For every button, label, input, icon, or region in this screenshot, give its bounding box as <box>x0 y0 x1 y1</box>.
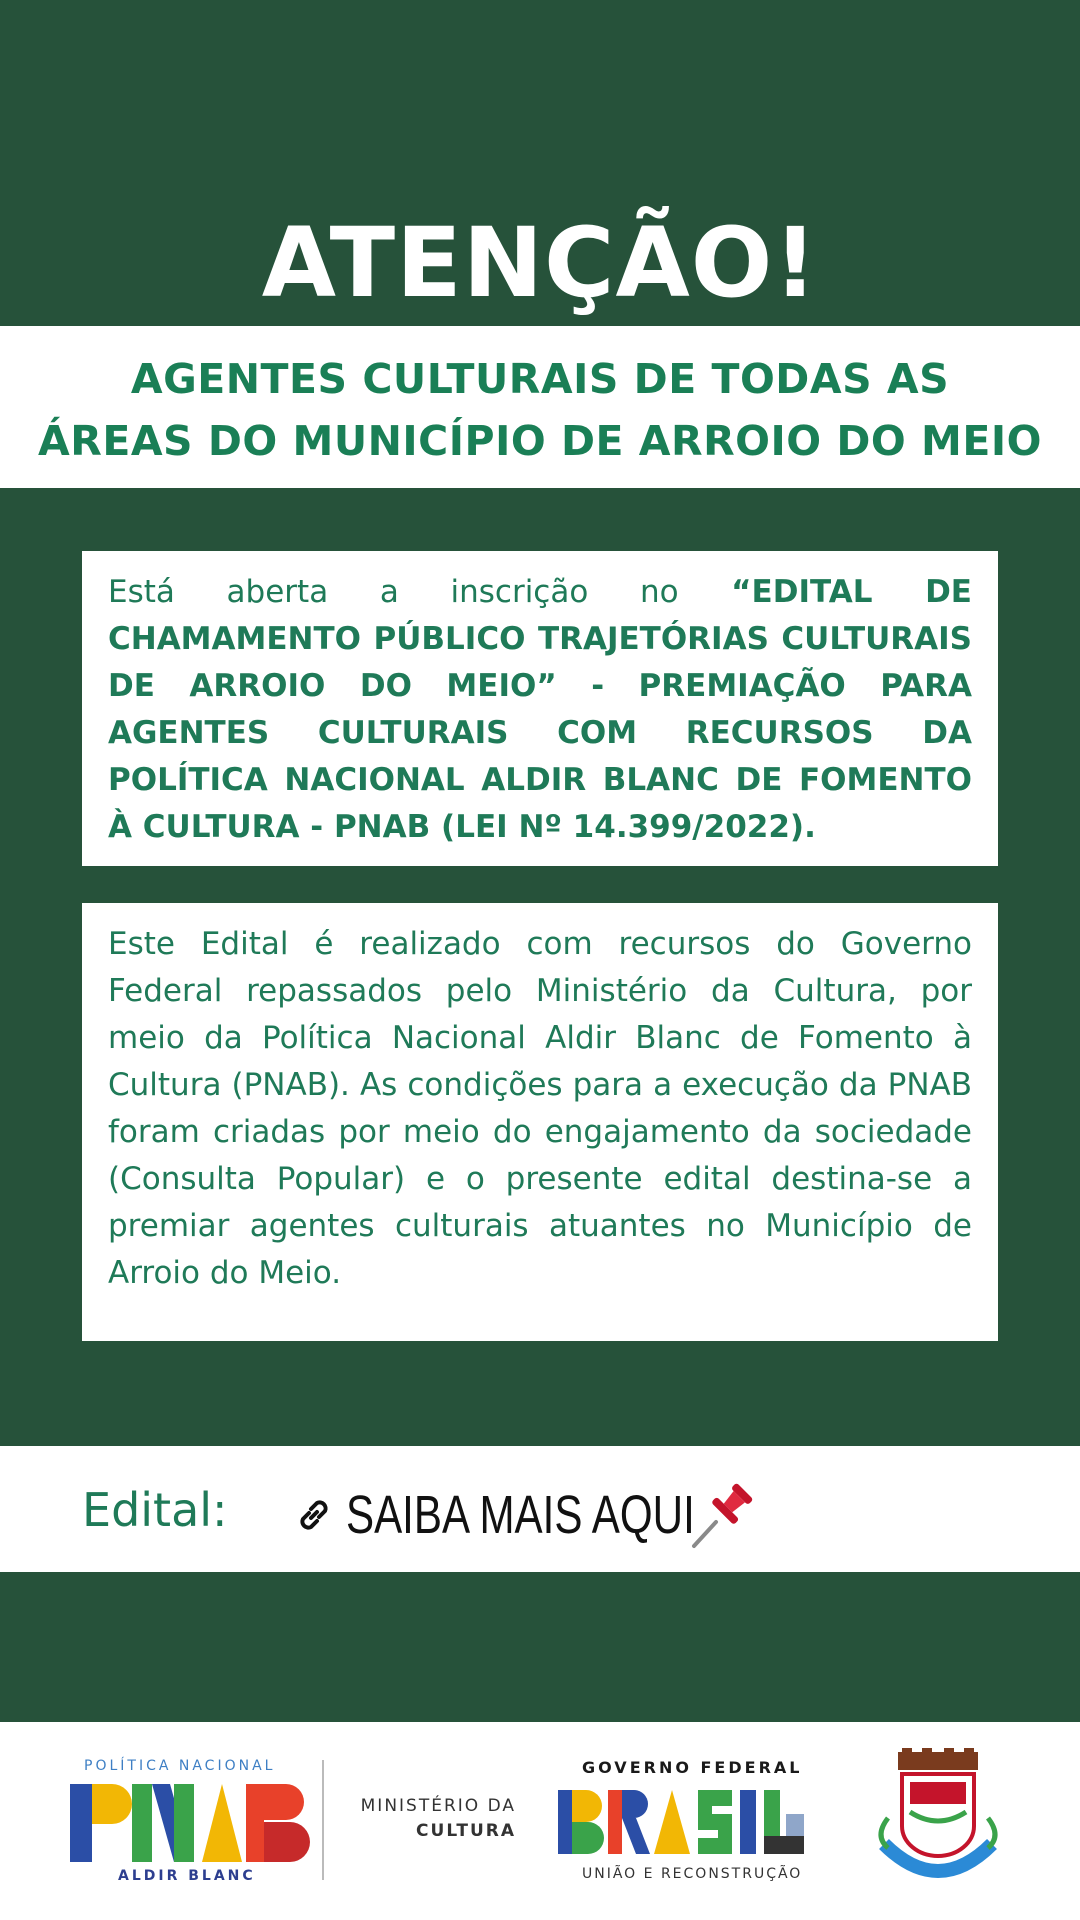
notice-box <box>82 551 998 866</box>
ministry-line-2: CULTURA <box>416 1821 516 1841</box>
page-subtitle <box>0 348 1080 472</box>
pnab-bottom-label: ALDIR BLANC <box>118 1868 256 1884</box>
municipal-crest <box>866 1748 1010 1894</box>
pushpin-icon <box>686 1478 756 1552</box>
link-icon <box>292 1493 336 1537</box>
subtitle-line-2: ÁREAS DO MUNICÍPIO DE ARROIO DO MEIO <box>38 417 1042 465</box>
link-text[interactable]: SAIBA MAIS AQUI <box>346 1485 695 1545</box>
pnab-logo <box>70 1780 320 1866</box>
bottom-background <box>0 1572 1080 1722</box>
notice-highlight: “EDITAL DE CHAMAMENTO PÚBLICO TRAJETÓRIAS CULTURAIS DE ARROIO DO MEIO” - PREMIAÇÃO PARA AGENTES CULTURAIS COM RECURSOS DA POLÍTICA NACIONAL ALDIR BLANC DE FOMENTO À CULTURA - PNAB (LEI Nº 14.399/2022). <box>108 574 972 845</box>
ministry-label <box>330 1794 516 1844</box>
page-title: ATENÇÃO! <box>261 207 819 319</box>
gov-bottom-label: UNIÃO E RECONSTRUÇÃO <box>582 1866 803 1882</box>
pnab-top-label: POLÍTICA NACIONAL <box>84 1758 276 1774</box>
brasil-logo <box>558 1784 838 1860</box>
footer-divider <box>322 1760 324 1880</box>
notice-text <box>108 569 972 851</box>
description-text: Este Edital é realizado com recursos do Governo Federal repassados pelo Ministério da Cultura, por meio da Política Nacional Aldir Blanc de Fomento à Cultura (PNAB). As condições para a execução da PNAB foram criadas por meio do engajamento da sociedade (Consulta Popular) e o presente edital destina-se a premiar agentes culturais atuantes no Município de Arroio do Meio. <box>108 926 972 1291</box>
ministry-line-1: MINISTÉRIO DA <box>360 1796 516 1816</box>
notice-intro: Está aberta a inscrição no <box>108 574 679 610</box>
edital-label: Edital: <box>82 1483 228 1537</box>
description-box <box>82 903 998 1341</box>
saiba-mais-link[interactable] <box>292 1478 756 1552</box>
gov-top-label: GOVERNO FEDERAL <box>582 1758 803 1777</box>
subtitle-line-1: AGENTES CULTURAIS DE TODAS AS <box>130 355 950 403</box>
